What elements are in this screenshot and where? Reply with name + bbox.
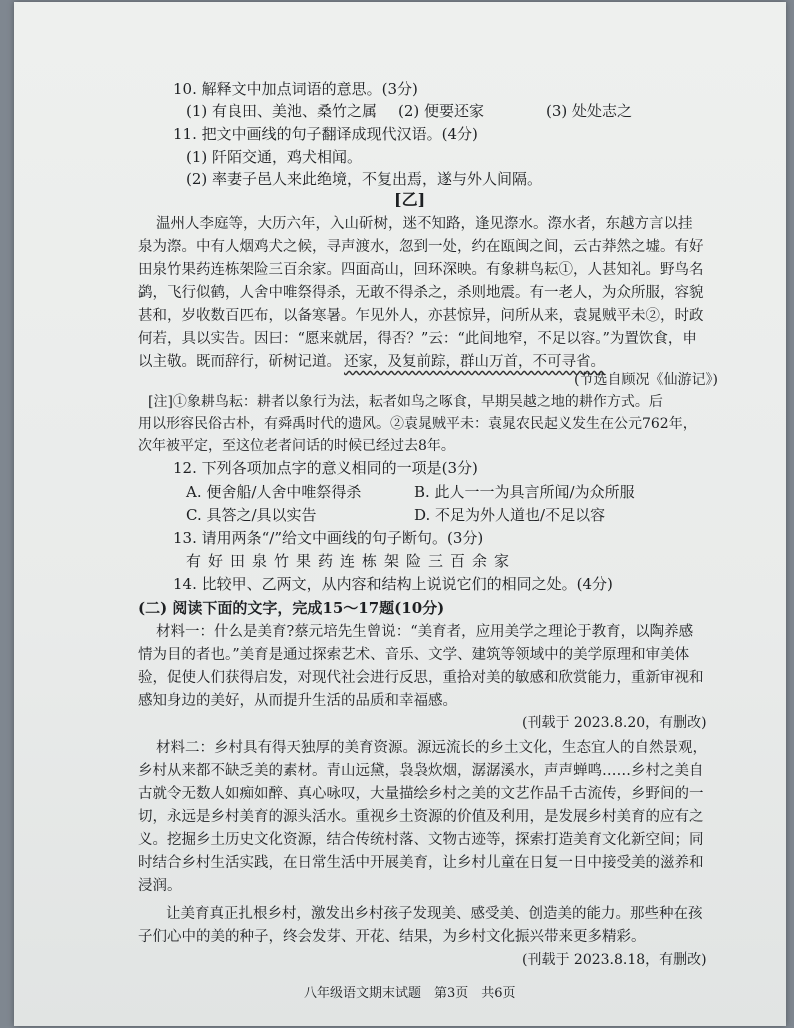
yi-line-3: 田泉竹果药连栋架险三百余家。四面高山，回环深映。有象耕鸟耘①，人甚知礼。野鸟名 bbox=[138, 262, 704, 278]
m1-line-1: 材料一：什么是美育?蔡元培先生曾说：“美育者，应用美学之理论于教育，以陶养感 bbox=[156, 624, 694, 640]
m2-para2-line-2: 子们心中的美的种子，终会发芽、开花、结果，为乡村文化振兴带来更多精彩。 bbox=[138, 929, 646, 945]
yi-line-7b-underlined: 还家，及复前踪，群山万首，不可寻省。 bbox=[344, 354, 605, 370]
q13-sentence: 有好田泉竹果药连栋架险三百余家 bbox=[186, 552, 517, 570]
yi-line-1: 温州人李庭等，大历六年，入山斫树，迷不知路，逢见漈水。漈水者，东越方言以挂 bbox=[156, 216, 693, 232]
m2-line-6: 时结合乡村生活实践，在日常生活中开展美育，让乡村儿童在日复一日中接受美的滋养和 bbox=[138, 855, 704, 871]
q10-item-2: (2) 便要还家 bbox=[398, 102, 485, 120]
q10-item-1: (1) 有良田、美池、桑竹之属 bbox=[186, 102, 378, 120]
q10-item-3: (3) 处处志之 bbox=[546, 102, 633, 120]
yi-line-6: 何若，具以实告。因曰：“愿来就居，得否？”云：“此间地窄，不足以容。”为置饮食，申 bbox=[138, 331, 697, 347]
m1-line-3: 验，促使人们获得启发，对现代社会进行反思，重拾对美的敏感和欣赏能力，重新审视和 bbox=[138, 670, 704, 686]
q11-title: 11. 把文中画线的句子翻译成现代汉语。(4分) bbox=[173, 125, 478, 143]
yi-source: (节选自顾况《仙游记》) bbox=[574, 372, 718, 388]
yi-line-7a: 以主敬。既而辞行，斫树记道。 bbox=[138, 354, 341, 370]
q11-item-2: (2) 率妻子邑人来此绝境，不复出焉，遂与外人间隔。 bbox=[186, 170, 543, 188]
q10-title: 10. 解释文中加点词语的意思。(3分) bbox=[173, 80, 418, 98]
yi-note-2: 用以形容民俗古朴，有舜禹时代的遗风。②袁晁贼平未：袁晁农民起义发生在公元762年， bbox=[138, 416, 697, 432]
m1-source: (刊载于 2023.8.20，有删改) bbox=[522, 715, 707, 731]
part2-heading: (二) 阅读下面的文字，完成15～17题(10分) bbox=[138, 599, 445, 617]
yi-line-5: 甚和，岁收数百匹布，以备寒暑。乍见外人，亦甚惊异，问所从来，袁晁贼平未②，时政 bbox=[138, 308, 704, 324]
q12-option-a: A. 便舍船/人舍中唯祭得杀 bbox=[186, 483, 362, 501]
q11-item-1: (1) 阡陌交通，鸡犬相闻。 bbox=[186, 148, 363, 166]
m2-line-4: 切，永远是乡村美育的源头活水。重视乡土资源的价值及利用，是发展乡村美育的应有之 bbox=[138, 809, 704, 825]
q14-title: 14. 比较甲、乙两文，从内容和结构上说说它们的相同之处。(4分) bbox=[173, 575, 613, 593]
m2-line-5: 义。挖掘乡土历史文化资源，结合传统村落、文物古迹等，探索打造美育文化新空间；同 bbox=[138, 832, 704, 848]
m1-line-4: 感知身边的美好，从而提升生活的品质和幸福感。 bbox=[138, 693, 457, 709]
m2-line-7: 浸润。 bbox=[138, 878, 182, 894]
m2-source: (刊载于 2023.8.18，有删改) bbox=[522, 952, 707, 968]
yi-note-3: 次年被平定，至这位老者问话的时候已经过去8年。 bbox=[138, 438, 455, 454]
q13-title: 13. 请用两条“/”给文中画线的句子断句。(3分) bbox=[173, 529, 484, 547]
exam-page bbox=[14, 2, 786, 1026]
yi-heading: [乙] bbox=[394, 190, 426, 209]
q12-title: 12. 下列各项加点字的意义相同的一项是(3分) bbox=[173, 459, 478, 477]
m2-para2-line-1: 让美育真正扎根乡村，激发出乡村孩子发现美、感受美、创造美的能力。那些种在孩 bbox=[166, 906, 703, 922]
m2-line-1: 材料二：乡村具有得天独厚的美育资源。源远流长的乡土文化，生态宜人的自然景观， bbox=[156, 740, 707, 756]
q12-option-b: B. 此人一一为具言所闻/为众所服 bbox=[414, 483, 635, 501]
m1-line-2: 情为目的者也。”美育是通过探索艺术、音乐、文学、建筑等领域中的美学原理和审美体 bbox=[138, 647, 690, 663]
m2-line-3: 古就令无数人如痴如醉、真心咏叹，大量描绘乡村之美的文艺作品千古流传，乡野间的一 bbox=[138, 786, 704, 802]
yi-line-2: 泉为漈。中有人烟鸡犬之候，寻声渡水，忽到一处，约在瓯闽之间，云古莽然之墟。有好 bbox=[138, 239, 704, 255]
q12-option-c: C. 具答之/具以实告 bbox=[186, 506, 317, 524]
yi-note-1: [注]①象耕鸟耘：耕者以象行为法，耘者如鸟之啄食，早期吴越之地的耕作方式。后 bbox=[148, 394, 663, 410]
page-footer: 八年级语文期末试题 第3页 共6页 bbox=[304, 986, 516, 1001]
m2-line-2: 乡村从来都不缺乏美的素材。青山远黛，袅袅炊烟，潺潺溪水，声声蝉鸣……乡村之美自 bbox=[138, 763, 704, 779]
yi-line-4: 鹢，飞行似鹤，人舍中唯祭得杀，无敢不得杀之，杀则地震。有一老人，为众所服，容貌 bbox=[138, 285, 704, 301]
q12-option-d: D. 不足为外人道也/不足以容 bbox=[414, 506, 606, 524]
